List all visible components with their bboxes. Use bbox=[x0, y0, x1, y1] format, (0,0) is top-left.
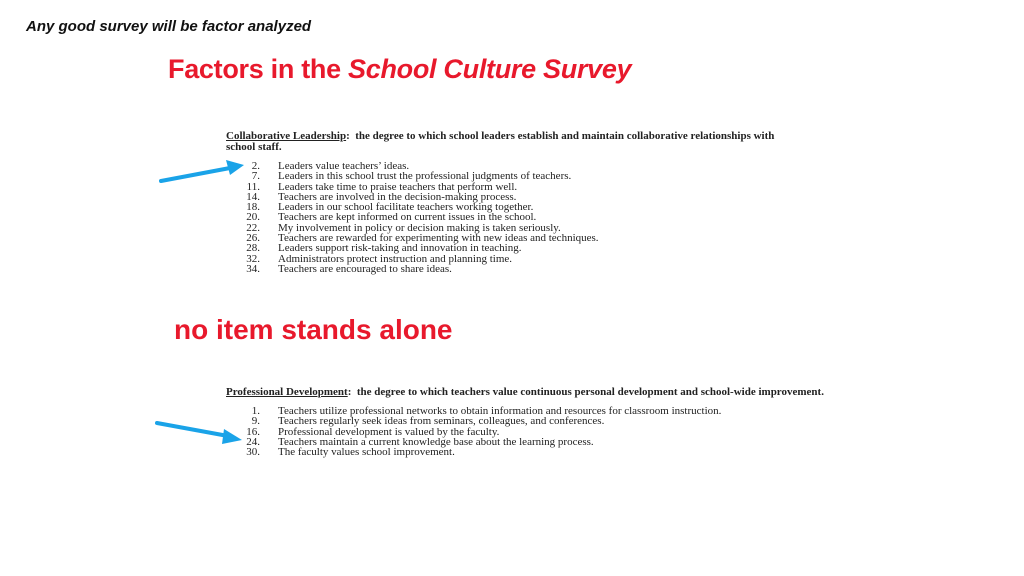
item-text: Professional development is valued by the faculty. bbox=[278, 425, 500, 438]
item-text: Teachers utilize professional networks to obtain information and resources for classroom instruction. bbox=[278, 405, 722, 417]
slide-title bbox=[168, 54, 631, 85]
callout-text: no item stands alone bbox=[174, 314, 453, 345]
item-number: 22. bbox=[246, 221, 260, 234]
title-survey-name: School Culture Survey bbox=[348, 54, 632, 84]
item-text: Leaders in this school trust the professional judgments of teachers. bbox=[278, 170, 572, 183]
top-note: Any good survey will be factor analyzed bbox=[26, 18, 312, 35]
item-number: 14. bbox=[246, 190, 260, 203]
factor-separator: : bbox=[347, 386, 352, 398]
item-text: Leaders in our school facilitate teachers working together. bbox=[278, 201, 534, 214]
factor-separator: : bbox=[346, 130, 350, 142]
item-list bbox=[226, 161, 786, 274]
title-prefix: Factors in the bbox=[168, 54, 349, 84]
item-text: The faculty values school improvement. bbox=[278, 446, 455, 459]
item-number: 32. bbox=[246, 252, 260, 265]
factor-name: Professional Development bbox=[226, 386, 348, 398]
list-item bbox=[226, 447, 851, 457]
item-number: 7. bbox=[251, 170, 260, 183]
item-number: 26. bbox=[246, 232, 260, 245]
arrow-icon bbox=[154, 419, 246, 447]
item-text: Leaders value teachers’ ideas. bbox=[278, 160, 410, 172]
factor-heading bbox=[226, 131, 786, 153]
item-number: 18. bbox=[246, 201, 260, 214]
item-number: 30. bbox=[246, 446, 260, 459]
item-number: 34. bbox=[246, 262, 260, 275]
factor-definition: the degree to which teachers value continuous personal development and school-wide improvement. bbox=[356, 386, 824, 398]
item-text: Administrators protect instruction and planning time. bbox=[278, 252, 513, 265]
item-text: Teachers are encouraged to share ideas. bbox=[278, 262, 452, 275]
item-text: Teachers are involved in the decision-making process. bbox=[278, 190, 517, 203]
item-text: Leaders take time to praise teachers that perform well. bbox=[278, 180, 518, 193]
factor-heading bbox=[226, 387, 851, 398]
item-text: Teachers are rewarded for experimenting with new ideas and techniques. bbox=[278, 232, 599, 245]
item-number: 11. bbox=[246, 180, 260, 193]
item-text: Teachers regularly seek ideas from seminars, colleagues, and conferences. bbox=[278, 415, 605, 428]
factor-name: Collaborative Leadership bbox=[226, 130, 347, 142]
item-number: 28. bbox=[246, 242, 260, 255]
item-number: 20. bbox=[246, 211, 260, 224]
item-list bbox=[226, 406, 851, 457]
arrow-icon bbox=[158, 158, 248, 186]
list-item bbox=[226, 264, 786, 274]
factor-professional-development bbox=[226, 387, 851, 457]
factor-definition: the degree to which school leaders establish and maintain collaborative relationships with school staff. bbox=[226, 130, 775, 153]
item-number: 9. bbox=[251, 415, 260, 428]
item-text: My involvement in policy or decision making is taken seriously. bbox=[278, 221, 561, 234]
item-text: Teachers are kept informed on current issues in the school. bbox=[278, 211, 537, 224]
item-number: 24. bbox=[246, 435, 260, 448]
item-number: 1. bbox=[251, 405, 260, 417]
item-text: Leaders support risk-taking and innovation in teaching. bbox=[278, 242, 522, 255]
factor-collaborative-leadership bbox=[226, 131, 786, 274]
item-text: Teachers maintain a current knowledge base about the learning process. bbox=[278, 435, 594, 448]
item-number: 16. bbox=[246, 425, 260, 438]
item-number: 2. bbox=[251, 160, 260, 172]
